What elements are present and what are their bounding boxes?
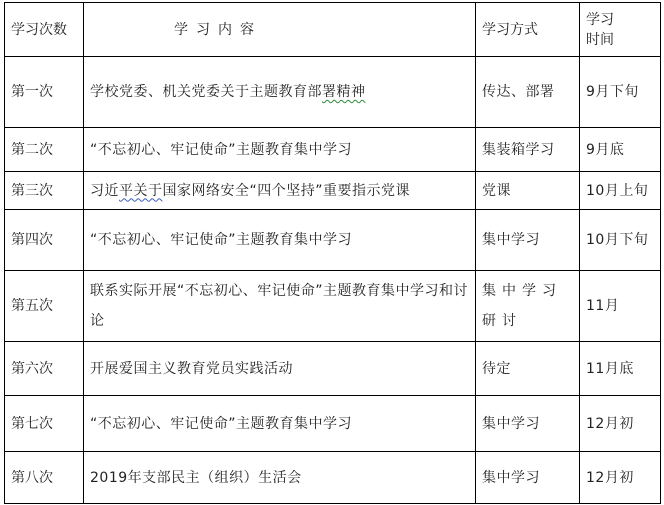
spellcheck-underline: 平关于 xyxy=(119,182,163,199)
row-content-text: 习近 xyxy=(90,182,119,199)
row-time: 12月初 xyxy=(580,452,661,504)
table-row xyxy=(5,172,661,210)
row-count: 第三次 xyxy=(5,172,84,210)
spellcheck-underline: 署精神 xyxy=(322,84,366,100)
row-time: 9月下旬 xyxy=(580,57,661,128)
row-count: 第四次 xyxy=(5,210,84,271)
row-method: 集中学习 xyxy=(476,210,580,271)
row-time: 12月初 xyxy=(580,396,661,452)
header-time-line1: 学习 xyxy=(586,11,614,28)
table-row xyxy=(5,210,661,271)
row-content: 联系实际开展“不忘初心、牢记使命”主题教育集中学习和讨论 xyxy=(84,271,476,342)
row-content-text: 国家网络安全“四个坚持”重要指示党课 xyxy=(162,182,411,199)
table-row xyxy=(5,452,661,504)
row-method: 传达、部署 xyxy=(476,57,580,128)
header-time-line2: 时间 xyxy=(586,31,614,48)
row-method: 集中学习 xyxy=(476,452,580,504)
row-content: “不忘初心、牢记使命”主题教育集中学习 xyxy=(84,128,476,172)
header-count: 学习次数 xyxy=(5,3,84,57)
row-time: 11月底 xyxy=(580,342,661,396)
row-count: 第二次 xyxy=(5,128,84,172)
table-row xyxy=(5,271,661,342)
row-count: 第六次 xyxy=(5,342,84,396)
row-method: 党课 xyxy=(476,172,580,210)
row-time: 9月底 xyxy=(580,128,661,172)
row-content: 2019年支部民主（组织）生活会 xyxy=(84,452,476,504)
row-count: 第八次 xyxy=(5,452,84,504)
row-content xyxy=(84,57,476,128)
table-row xyxy=(5,342,661,396)
row-content-text: 学校党委、机关党委关于主题教育部 xyxy=(90,84,322,100)
row-method: 待定 xyxy=(476,342,580,396)
header-row xyxy=(5,3,661,57)
table-row xyxy=(5,396,661,452)
row-count: 第五次 xyxy=(5,271,84,342)
row-method: 集装箱学习 xyxy=(476,128,580,172)
study-schedule-table xyxy=(4,2,661,504)
row-count: 第一次 xyxy=(5,57,84,128)
row-time: 11月 xyxy=(580,271,661,342)
header-time xyxy=(580,3,661,57)
table-row xyxy=(5,128,661,172)
row-content: “不忘初心、牢记使命”主题教育集中学习 xyxy=(84,210,476,271)
row-time: 10月下旬 xyxy=(580,210,661,271)
row-method: 集中学习研讨 xyxy=(476,271,580,342)
row-count: 第七次 xyxy=(5,396,84,452)
row-content: “不忘初心、牢记使命”主题教育集中学习 xyxy=(84,396,476,452)
row-content xyxy=(84,172,476,210)
row-time: 10月上旬 xyxy=(580,172,661,210)
header-method: 学习方式 xyxy=(476,3,580,57)
row-content: 开展爱国主义教育党员实践活动 xyxy=(84,342,476,396)
table-row xyxy=(5,57,661,128)
row-method: 集中学习 xyxy=(476,396,580,452)
header-content: 学习内容 xyxy=(84,3,476,57)
